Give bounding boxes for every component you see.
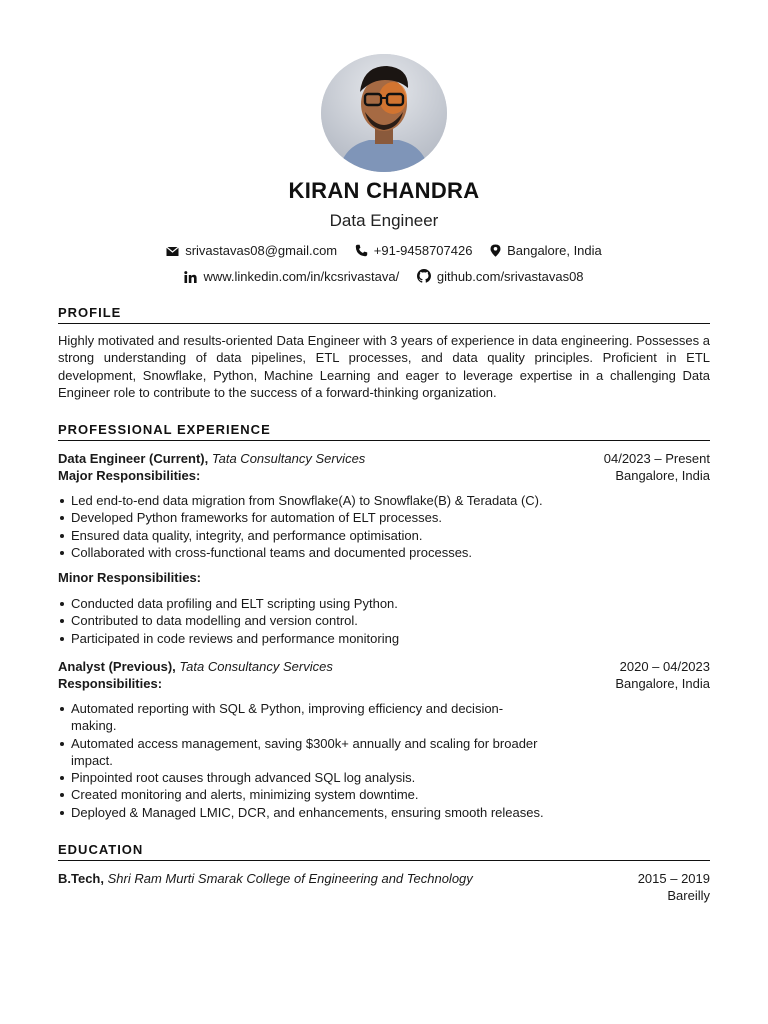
job-dates: 2020 – 04/2023 xyxy=(619,659,710,674)
list-item: Automated reporting with SQL & Python, improving efficiency and decision-making. xyxy=(58,700,548,735)
degree: B.Tech, xyxy=(58,871,104,886)
list-item: Collaborated with cross-functional teams and documented processes. xyxy=(58,544,548,561)
linkedin-link[interactable]: www.linkedin.com/in/kcsrivastava/ xyxy=(203,269,400,285)
job-title: Data Engineer xyxy=(329,211,439,230)
phone-icon xyxy=(355,244,368,257)
job-subheading: Major Responsibilities: xyxy=(58,468,201,484)
github-icon xyxy=(417,269,431,283)
list-item: Deployed & Managed LMIC, DCR, and enhancements, ensuring smooth releases. xyxy=(58,804,548,821)
phone-number[interactable]: +91-9458707426 xyxy=(373,243,473,259)
list-item: Contributed to data modelling and version control. xyxy=(58,612,548,629)
list-item: Created monitoring and alerts, minimizing system downtime. xyxy=(58,786,548,803)
contact-row-links xyxy=(58,268,710,284)
job-role: Data Engineer (Current), xyxy=(58,451,209,466)
job-dates: 04/2023 – Present xyxy=(603,451,710,466)
location-text: Bangalore, India xyxy=(507,243,602,259)
job-bullets xyxy=(58,492,548,561)
email-contact[interactable] xyxy=(166,243,337,258)
job-bullets xyxy=(58,595,548,647)
github-link[interactable]: github.com/srivastavas08 xyxy=(436,269,584,285)
job-subheading: Responsibilities: xyxy=(58,676,163,692)
job-bullets xyxy=(58,700,548,821)
education-location: Bareilly xyxy=(667,888,710,904)
profile-heading: PROFILE xyxy=(58,305,710,324)
school-name: Shri Ram Murti Smarak College of Engineering and Technology xyxy=(107,871,473,886)
github-contact[interactable] xyxy=(417,269,584,284)
list-item: Conducted data profiling and ELT scripting using Python. xyxy=(58,595,548,612)
email-link[interactable]: srivastavas08@gmail.com xyxy=(185,243,338,259)
list-item: Developed Python frameworks for automation of ELT processes. xyxy=(58,509,548,526)
experience-heading: PROFESSIONAL EXPERIENCE xyxy=(58,422,710,441)
job-company: Tata Consultancy Services xyxy=(211,451,366,466)
list-item: Led end-to-end data migration from Snowflake(A) to Snowflake(B) & Teradata (C). xyxy=(58,492,548,509)
email-icon xyxy=(166,246,179,257)
profile-photo xyxy=(321,54,447,172)
profile-summary: Highly motivated and results-oriented Data Engineer with 3 years of experience in data engineering. Possesses a strong understanding of data pipelines, ETL processes, and data quality principles. Proficient in ETL development, Snowflake, Python, Machine Learning and eager to leverage expertise in a challenging Data Engineer role to contribute to the success of a forward-thinking organization. xyxy=(58,333,710,400)
job-subheading: Minor Responsibilities: xyxy=(58,570,202,585)
list-item: Automated access management, saving $300k+ annually and scaling for broader impact. xyxy=(58,735,548,770)
candidate-name: KIRAN CHANDRA xyxy=(288,178,480,203)
list-item: Pinpointed root causes through advanced SQL log analysis. xyxy=(58,769,548,786)
location-contact xyxy=(490,243,602,258)
resume-page xyxy=(58,0,710,1024)
contact-row-primary xyxy=(58,242,710,258)
education-heading: EDUCATION xyxy=(58,842,710,861)
job-role: Analyst (Previous), xyxy=(58,659,176,674)
location-icon xyxy=(490,244,501,257)
list-item: Ensured data quality, integrity, and performance optimisation. xyxy=(58,527,548,544)
job-location: Bangalore, India xyxy=(615,676,710,692)
job-company: Tata Consultancy Services xyxy=(179,659,333,674)
phone-contact[interactable] xyxy=(355,243,473,258)
linkedin-contact[interactable] xyxy=(184,269,399,284)
linkedin-icon xyxy=(184,271,197,283)
job-location: Bangalore, India xyxy=(615,468,710,484)
list-item: Participated in code reviews and performance monitoring xyxy=(58,630,548,647)
education-dates: 2015 – 2019 xyxy=(637,871,710,886)
